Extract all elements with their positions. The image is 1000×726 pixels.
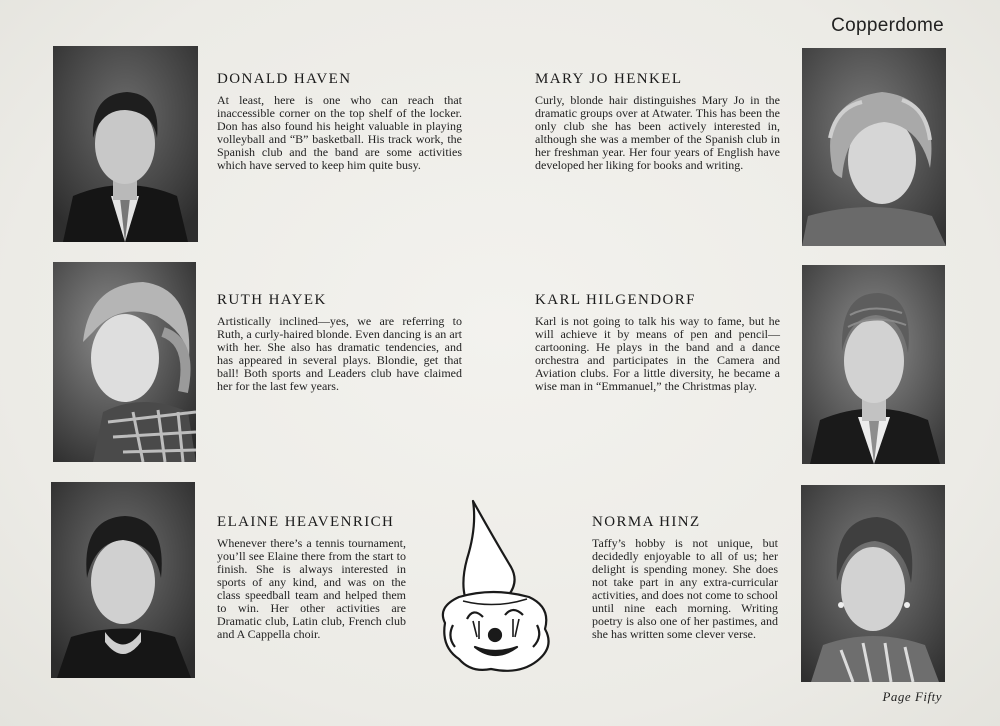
- student-bio: Karl is not going to talk his way to fame, but he will achieve it by means of pen and pencil—cartooning. He plays in the band and a dance orchestra and participates in the Camera and Aviation clubs. For a little diversity, he became a wise man in “Emmanuel,” the Christmas play.: [535, 314, 780, 393]
- student-name: KARL HILGENDORF: [535, 292, 696, 308]
- portrait-photo-elaine-heavenrich: [51, 482, 195, 678]
- student-name: ELAINE HEAVENRICH: [217, 514, 395, 530]
- student-name: NORMA HINZ: [592, 514, 701, 530]
- portrait-photo-norma-hinz: [801, 485, 945, 682]
- yearbook-title: Copperdome: [831, 15, 944, 36]
- page-number: Page Fifty: [882, 689, 942, 704]
- portrait-photo-donald-haven: [53, 46, 198, 242]
- student-bio: Curly, blonde hair distinguishes Mary Jo in the dramatic groups over at Atwater. This has been the only club she has been actively interested in, although she was a member of the Spanish club in her freshman year. Her four years of English have developed her liking for books and writing.: [535, 93, 780, 172]
- student-name: MARY JO HENKEL: [535, 71, 683, 87]
- student-bio: At least, here is one who can reach that inaccessible corner on the top shelf of the locker. Don has also found his height valuable in playing volleyball and “B” basketball. His track work, the Spanish club and the band are some activities which have served to keep him quite busy.: [217, 93, 462, 172]
- portrait-photo-karl-hilgendorf: [802, 265, 945, 464]
- clown-drawing: [433, 497, 555, 677]
- student-name: DONALD HAVEN: [217, 71, 352, 87]
- student-bio: Artistically inclined—yes, we are referring to Ruth, a curly-haired blonde. Even dancing is an art with her. She also has dramatic tendencies, and has appeared in several plays. Blondie, get that ball! Both sports and Leaders club have claimed her for the last few years.: [217, 314, 462, 393]
- portrait-photo-mary-jo-henkel: [802, 48, 946, 246]
- portrait-photo-ruth-hayek: [53, 262, 196, 462]
- student-bio: Whenever there’s a tennis tournament, you’ll see Elaine there from the start to finish. She is always interested in sports of any kind, and was on the class speedball team and helped them to win. Her other activities are Dramatic club, Latin club, French club and A Cappella choir.: [217, 536, 406, 641]
- student-name: RUTH HAYEK: [217, 292, 327, 308]
- student-bio: Taffy’s hobby is not unique, but decidedly enjoyable to all of us; her delight is spending money. She does not take part in any extra-curricular activities, and does not come to school until nine each morning. Writing poetry is also one of her pastimes, and she has written some clever verse.: [592, 536, 778, 641]
